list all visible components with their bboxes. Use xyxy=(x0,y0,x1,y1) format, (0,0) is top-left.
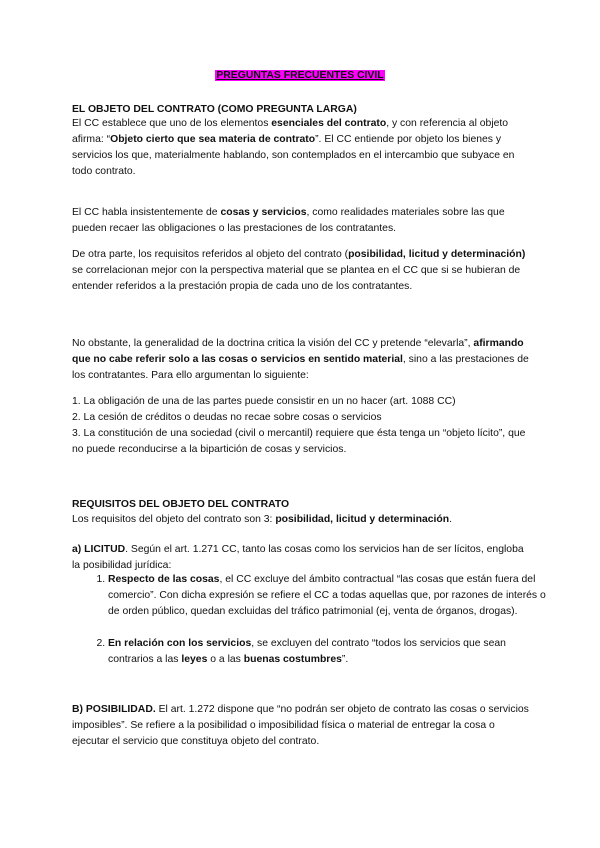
licitud-label: a) LICITUD xyxy=(72,544,126,555)
paragraph-requisitos-intro: Los requisitos del objeto del contrato son 3: posibilidad, licitud y determinación. xyxy=(72,514,452,525)
paragraph-licitud: a) LICITUD. Según el art. 1.271 CC, tanto las cosas como los servicios han de ser lícitos, engloba la posibilidad jurídica: xyxy=(72,544,524,571)
paragraph-requisitos-correlacion: De otra parte, los requisitos referidos al objeto del contrato (posibilidad, licitud y determinación) se correlacionan mejor con la perspectiva material que se plantea en el CC que si se hubieran de entender referidos a la prestación propia de cada uno de los contratantes. xyxy=(72,249,526,292)
posibilidad-label: B) POSIBILIDAD. xyxy=(72,704,156,715)
paragraph-posibilidad: B) POSIBILIDAD. El art. 1.272 dispone que “no podrán ser objeto de contrato las cosas o servicios imposibles”. Se refiere a la posibilidad o imposibilidad física o material de entregar la cosa o ejecutar el servicio que constituya objeto del contrato. xyxy=(72,704,529,747)
title-highlight: PREGUNTAS FRECUENTES CIVIL xyxy=(216,70,384,81)
list-item: 1. Respecto de las cosas, el CC excluye del ámbito contractual “las cosas que están fuera del comercio”. Con dicha expresión se refiere el CC a todas aquellas que, por razones de interés o de orden público, quedan excluidas del tráfico patrimonial (ej, venta de órganos, drogas). xyxy=(108,572,552,620)
section-heading-requisitos: REQUISITOS DEL OBJETO DEL CONTRATO xyxy=(72,499,290,510)
paragraph-objeto-intro: El CC establece que uno de los elementos esenciales del contrato, y con referencia al objeto afirma: “Objeto cierto que sea materia de contrato”. El CC entiende por objeto los bienes y servicios los que, materialmente hablando, son contemplados en el intercambio que subyace en todo contrato. xyxy=(72,118,515,177)
paragraph-cosas-servicios: El CC habla insistentemente de cosas y servicios, como realidades materiales sobre las que pueden recaer las obligaciones o las prestaciones de los contratantes. xyxy=(72,207,505,234)
list-item: 3. La constitución de una sociedad (civil o mercantil) requiere que ésta tenga un “objeto lícito”, que no puede reconducirse a la bipartición de cosas y servicios. xyxy=(72,428,526,455)
licitud-list xyxy=(88,572,552,668)
argument-list xyxy=(72,394,532,458)
document-title xyxy=(0,68,600,83)
list-item: 1. La obligación de una de las partes puede consistir en un no hacer (art. 1088 CC) xyxy=(72,396,456,407)
list-item: 2. En relación con los servicios, se excluyen del contrato “todos los servicios que sean contrarios a las leyes o a las buenas costumbres”. xyxy=(108,636,552,668)
paragraph-doctrina-critica: No obstante, la generalidad de la doctrina critica la visión del CC y pretende “elevarla”, afirmando que no cabe referir solo a las cosas o servicios en sentido material, sino a las prestaciones de los contratantes. Para ello argumentan lo siguiente: xyxy=(72,338,529,381)
section-heading-objeto: EL OBJETO DEL CONTRATO (COMO PREGUNTA LARGA) xyxy=(72,104,357,115)
list-item: 2. La cesión de créditos o deudas no recae sobre cosas o servicios xyxy=(72,412,382,423)
